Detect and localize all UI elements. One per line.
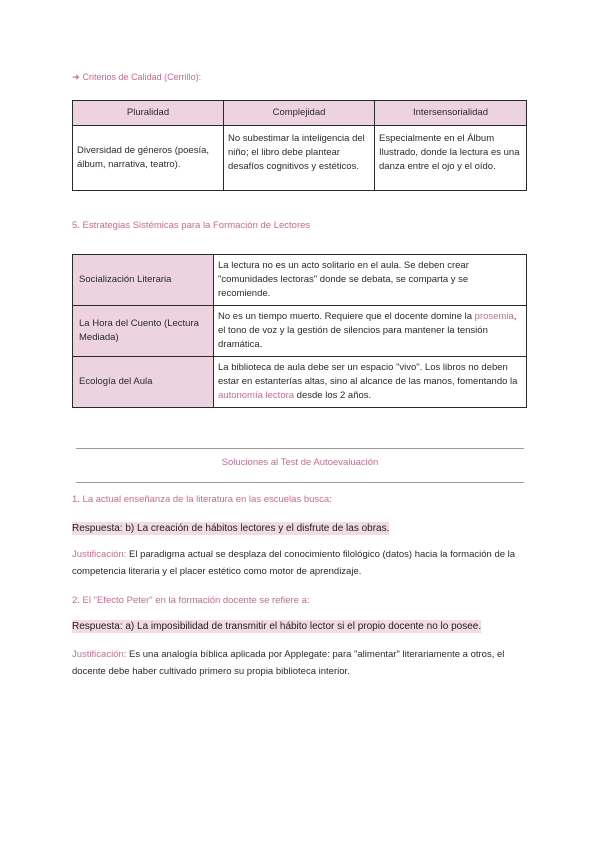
row-label: La Hora del Cuento (Lectura Mediada) xyxy=(73,306,214,357)
criteria-title: Criterios de Calidad (Cerrillo): xyxy=(82,72,202,82)
section5-title: 5. Estrategias Sistémicas para la Formación de Lectores xyxy=(72,220,311,231)
row-text: La lectura no es un acto solitario en el aula. Se deben crear "comunidades lectoras" donde se debata, se comparta y se recomiende. xyxy=(214,255,527,306)
arrow-icon: ➜ xyxy=(72,72,80,82)
justification-label: Justificación: xyxy=(72,649,127,660)
question-1: 1. La actual enseñanza de la literatura en las escuelas busca: xyxy=(72,494,332,505)
strategies-table xyxy=(72,254,527,408)
justification-label: Justificación: xyxy=(72,549,127,560)
table-row xyxy=(73,306,527,357)
header-intersensorialidad: Intersensorialidad xyxy=(375,101,527,126)
row-text-pre: No es un tiempo muerto. Requiere que el docente domine la xyxy=(218,311,475,322)
row-text-pre: La biblioteca de aula debe ser un espacio "vivo". Los libros no deben estar en estanterías altas, sino al alcance de las manos, fomentando la xyxy=(218,362,518,387)
divider-top xyxy=(76,448,524,449)
row-text-post: , el tono de voz y la gestión de silencios para mantener la tensión dramática. xyxy=(218,311,517,350)
highlight-term: prosemia xyxy=(474,311,514,322)
answer-2: Respuesta: a) La imposibilidad de transmitir el hábito lector si el propio docente no lo posee. xyxy=(72,621,482,632)
table-row xyxy=(73,357,527,408)
header-pluralidad: Pluralidad xyxy=(73,101,224,126)
header-complejidad: Complejidad xyxy=(224,101,375,126)
row-label: Socialización Literaria xyxy=(73,255,214,306)
divider-bottom xyxy=(76,482,524,483)
row-text xyxy=(214,357,527,408)
justification-text: Es una analogía bíblica aplicada por Applegate: para "alimentar" literariamente a otros, el docente debe haber cultivado primero su propia biblioteca interior. xyxy=(72,649,505,677)
table-row xyxy=(73,255,527,306)
answer-1: Respuesta: b) La creación de hábitos lectores y el disfrute de las obras. xyxy=(72,523,390,534)
highlight-term: autonomía lectora xyxy=(218,390,295,401)
solutions-title: Soluciones al Test de Autoevaluación xyxy=(221,457,379,468)
question-2: 2. El "Efecto Peter" en la formación docente se refiere a: xyxy=(72,595,310,606)
cell-intersensorialidad: Especialmente en el Álbum Ilustrado, donde la lectura es una danza entre el ojo y el oído. xyxy=(375,126,527,191)
criteria-heading xyxy=(72,72,201,83)
justification-text: El paradigma actual se desplaza del conocimiento filológico (datos) hacia la formación de la competencia literaria y el placer estético como motor de aprendizaje. xyxy=(72,549,516,577)
justification-1 xyxy=(72,546,530,580)
justification-2 xyxy=(72,646,530,680)
cell-pluralidad: Diversidad de géneros (poesía, álbum, narrativa, teatro). xyxy=(73,126,224,191)
row-text xyxy=(214,306,527,357)
row-label: Ecología del Aula xyxy=(73,357,214,408)
criteria-table xyxy=(72,100,527,191)
cell-complejidad: No subestimar la inteligencia del niño; el libro debe plantear desafíos cognitivos y estéticos. xyxy=(224,126,375,191)
row-text-post: desde los 2 años. xyxy=(294,390,372,401)
